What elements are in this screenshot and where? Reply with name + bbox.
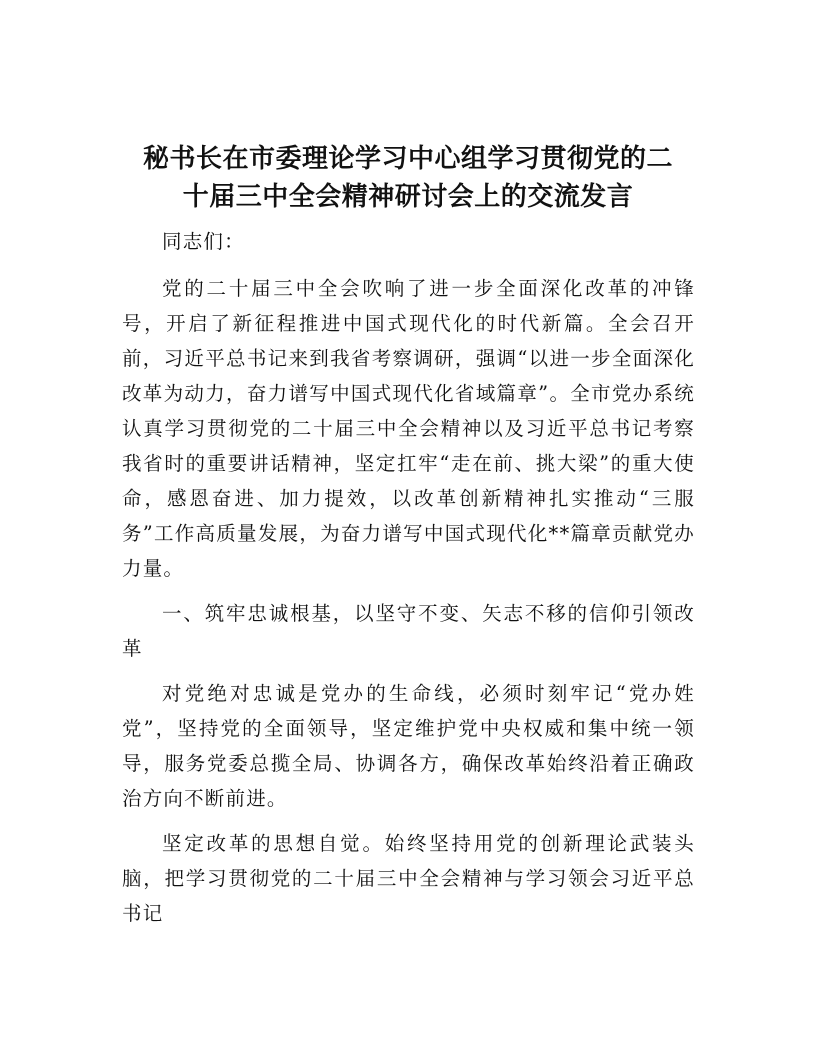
paragraph-reform-awareness: 坚定改革的思想自觉。始终坚持用党的创新理论武装头脑，把学习贯彻党的二十届三中全会精神与学习领会习近平总书记 <box>122 832 695 925</box>
salutation: 同志们： <box>162 230 245 253</box>
paragraph-intro: 党的二十届三中全会吹响了进一步全面深化改革的冲锋号，开启了新征程推进中国式现代化的时代新篇。全会召开前，习近平总书记来到我省考察调研，强调“以进一步全面深化改革为动力，奋力谱写中国式现代化省域篇章”。全市党办系统认真学习贯彻党的二十届三中全会精神以及习近平总书记考察我省时的重要讲话精神，坚定扛牢“走在前、挑大梁”的重大使命，感恩奋进、加力提效，以改革创新精神扎实推动“三服务”工作高质量发展，为奋力谱写中国式现代化**篇章贡献党办力量。 <box>122 277 695 580</box>
title-line-2: 十届三中全会精神研讨会上的交流发言 <box>182 182 634 212</box>
document-body <box>122 224 695 941</box>
section-heading-1: 一、筑牢忠诚根基，以坚守不变、矢志不移的信仰引领改革 <box>122 602 695 660</box>
document-title <box>110 140 706 216</box>
title-line-1: 秘书长在市委理论学习中心组学习贯彻党的二 <box>142 144 673 174</box>
paragraph-loyalty: 对党绝对忠诚是党办的生命线，必须时刻牢记“党办姓党”，坚持党的全面领导，坚定维护党中央权威和集中统一领导，服务党委总揽全局、协调各方，确保改革始终沿着正确政治方向不断前进。 <box>122 682 695 810</box>
